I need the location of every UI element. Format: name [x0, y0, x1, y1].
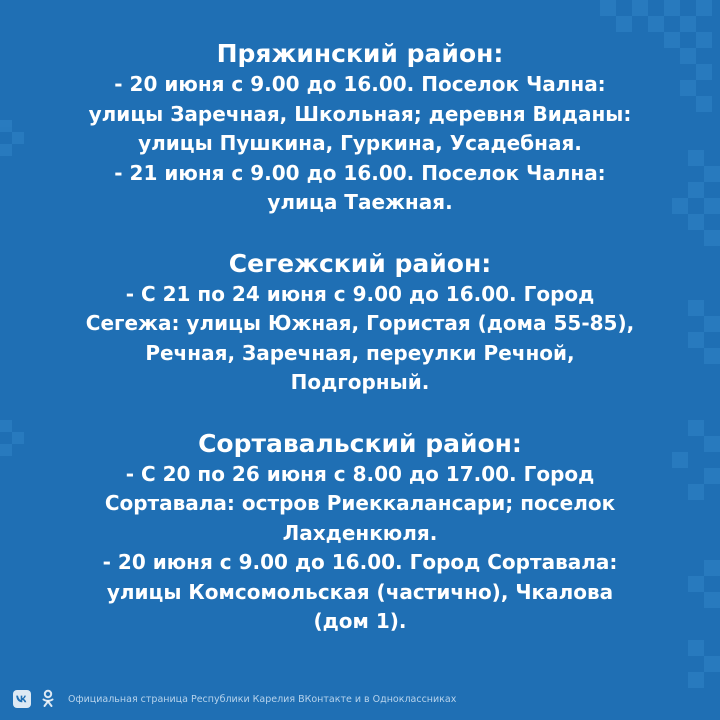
- district-line: - С 21 по 24 июня с 9.00 до 16.00. Город: [125, 281, 595, 306]
- district-title: Пряжинский район:: [216, 39, 504, 68]
- district-sortavala: [20, 428, 700, 637]
- district-pryazha: [20, 38, 700, 218]
- district-line: улица Таежная.: [267, 190, 453, 214]
- districts-list: [20, 38, 700, 667]
- district-line: - 20 июня с 9.00 до 16.00. Город Сортавала:: [102, 550, 618, 574]
- district-title: Сортавальский район:: [198, 428, 522, 458]
- district-line: Сортавала: остров Риеккалансари; поселок: [104, 491, 616, 515]
- district-line: Лахденкюля.: [282, 520, 438, 545]
- district-line: (дом 1).: [313, 609, 407, 633]
- district-line: Подгорный.: [290, 370, 430, 394]
- district-line: Речная, Заречная, переулки Речной,: [145, 340, 575, 365]
- odnoklassniki-icon[interactable]: [38, 689, 58, 709]
- district-line: улицы Пушкина, Гуркина, Усадебная.: [138, 131, 582, 155]
- district-line: улицы Комсомольская (частично), Чкалова: [106, 579, 614, 604]
- district-line: Сегежа: улицы Южная, Гористая (дома 55-85),: [85, 311, 635, 335]
- district-line: - С 20 по 26 июня с 8.00 до 17.00. Город: [125, 461, 595, 486]
- footer: [12, 688, 456, 710]
- vk-icon[interactable]: [12, 689, 32, 709]
- footer-text: Официальная страница Республики Карелия ВКонтакте и в Одноклассниках: [68, 693, 457, 705]
- district-line: - 20 июня с 9.00 до 16.00. Поселок Чална:: [114, 72, 606, 96]
- district-title: Сегежский район:: [228, 248, 492, 278]
- district-segezha: [20, 248, 700, 398]
- district-line: улицы Заречная, Школьная; деревня Виданы:: [88, 101, 632, 126]
- district-line: - 21 июня с 9.00 до 16.00. Поселок Чална:: [114, 160, 606, 185]
